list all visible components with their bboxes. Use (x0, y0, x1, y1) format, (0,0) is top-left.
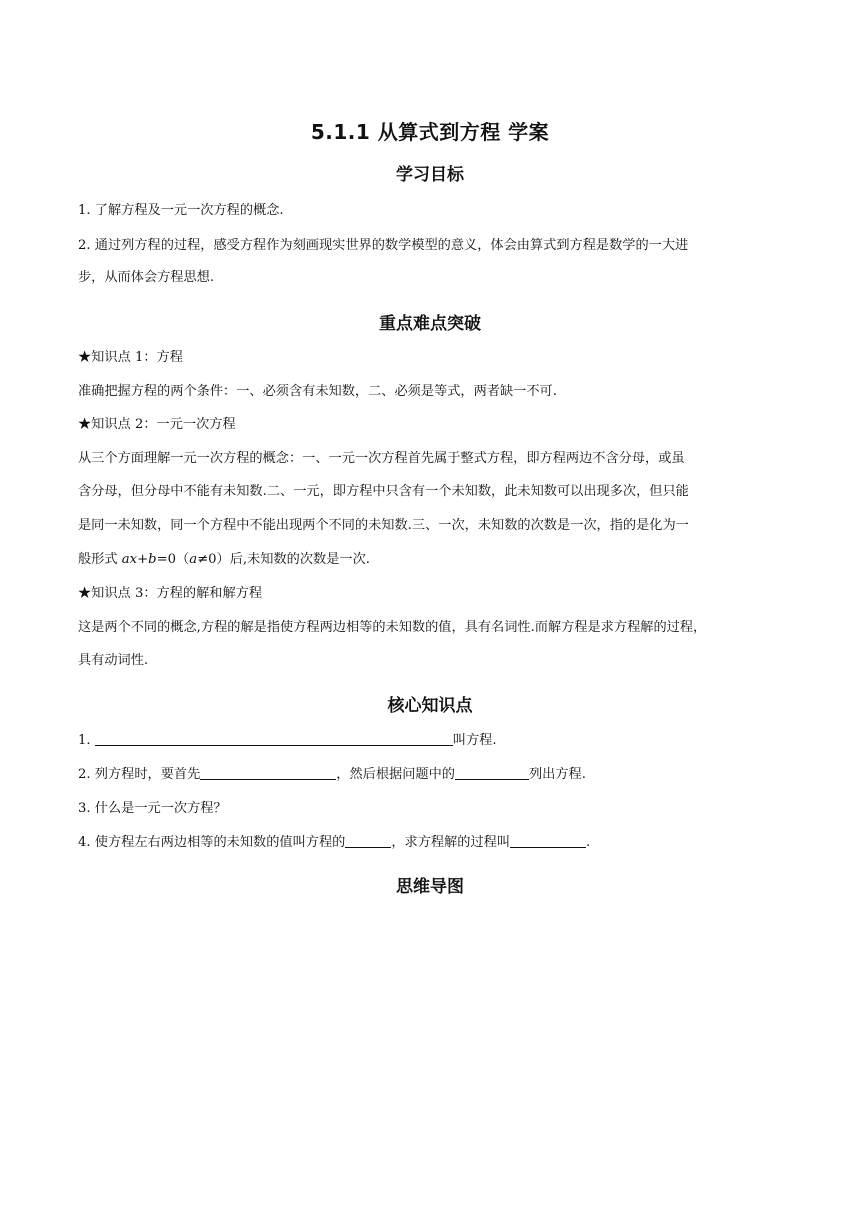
q2-suffix: 列出方程. (528, 767, 586, 782)
kp2-title: ★知识点 2：一元一次方程 (78, 417, 236, 432)
q1-blank[interactable] (95, 731, 453, 746)
var-b: b (148, 552, 157, 567)
goal-item-2-cont: 步，从而体会方程思想. (78, 270, 215, 285)
q2-mid: ，然后根据问题中的 (336, 767, 455, 782)
core-q1 (78, 731, 788, 751)
q2-blank-2[interactable] (455, 765, 529, 780)
q1-suffix: 叫方程. (452, 733, 497, 748)
kp2-line-1: 从三个方面理解一元一次方程的概念：一、一元一次方程首先属于整式方程，即方程两边不含分母，或虽 (78, 451, 685, 466)
core-heading: 核心知识点 (387, 696, 473, 716)
goal-item-2: 2. 通过列方程的过程，感受方程作为刻画现实世界的数学模型的意义，体会由算式到方程是数学的一大进 (78, 238, 689, 253)
equals-zero: =0（ (156, 552, 190, 567)
page-title: 5.1.1 从算式到方程 学案 (310, 120, 550, 144)
q2-blank-1[interactable] (200, 765, 336, 780)
goal-item-1: 1. 了解方程及一元一次方程的概念. (78, 203, 284, 218)
q1-number: 1. (78, 733, 95, 748)
core-q4 (78, 833, 788, 853)
kp2-line-2: 含分母，但分母中不能有未知数.二、一元，即方程中只含有一个未知数，此未知数可以出现多次，但只能 (78, 484, 689, 499)
kp2-line-4 (78, 550, 788, 570)
core-q3: 3. 什么是一元一次方程？ (78, 801, 227, 816)
plus-sign: + (137, 552, 149, 567)
kp2-line-3: 是同一未知数，同一个方程中不能出现两个不同的未知数.三、一次，未知数的次数是一次，指的是化为一 (78, 518, 689, 533)
kp3-line-1: 这是两个不同的概念,方程的解是指使方程两边相等的未知数的值，具有名词性.而解方程是求方程解的过程， (78, 620, 707, 635)
kp3-title: ★知识点 3：方程的解和解方程 (78, 586, 263, 601)
kp2-form-suffix: ≠0）后,未知数的次数是一次. (197, 552, 370, 567)
q4-prefix: 4. 使方程左右两边相等的未知数的值叫方程的 (78, 835, 346, 850)
mindmap-heading: 思维导图 (396, 877, 464, 897)
goals-heading: 学习目标 (396, 165, 464, 185)
core-q2 (78, 765, 788, 785)
kp2-form-prefix: 般形式 (78, 552, 122, 567)
q2-prefix: 2. 列方程时，要首先 (78, 767, 201, 782)
q4-blank-2[interactable] (510, 833, 586, 848)
q4-suffix: . (586, 835, 591, 850)
q4-mid: ，求方程解的过程叫 (391, 835, 511, 850)
kp1-title: ★知识点 1：方程 (78, 350, 183, 365)
kp1-text: 准确把握方程的两个条件：一、必须含有未知数，二、必须是等式，两者缺一不可. (78, 384, 557, 399)
q4-blank-1[interactable] (345, 833, 391, 848)
var-a: a (189, 552, 198, 567)
kp3-line-2: 具有动词性. (78, 653, 149, 668)
var-ax: ax (121, 552, 138, 567)
key-points-heading: 重点难点突破 (379, 314, 481, 334)
